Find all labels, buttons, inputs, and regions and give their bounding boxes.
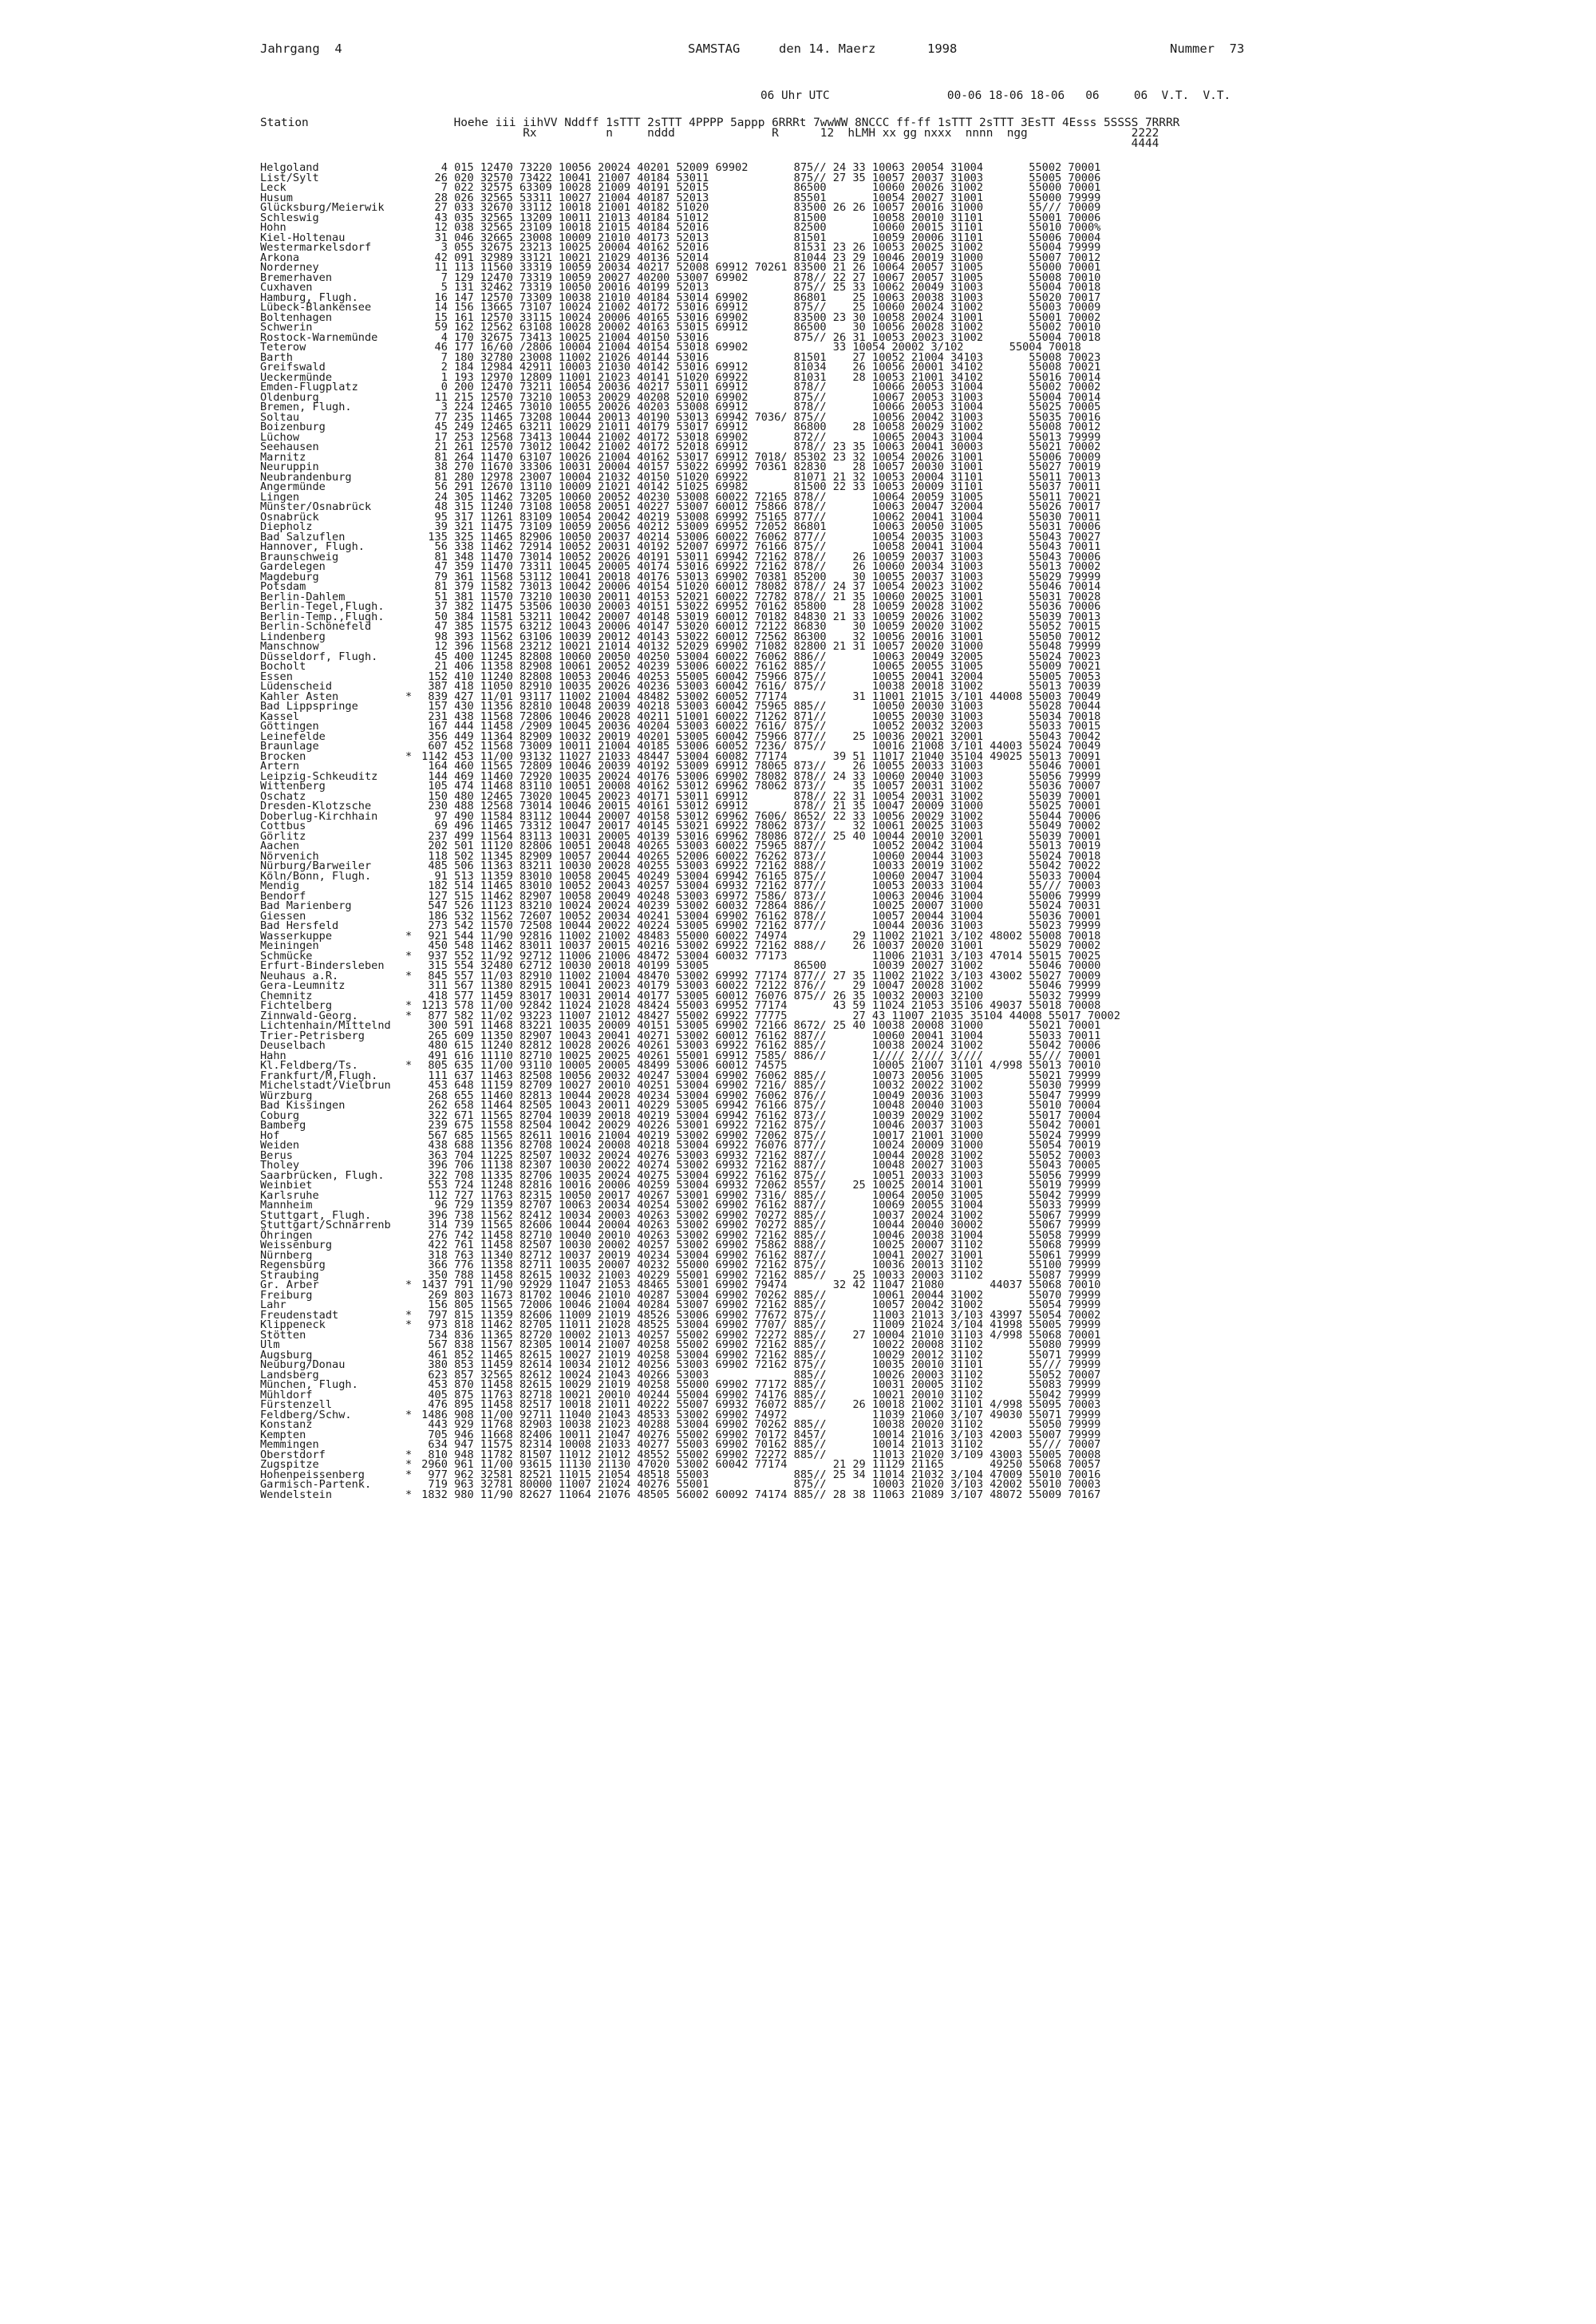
- station-name: Fichtelberg: [260, 999, 333, 1012]
- station-name: Osnabrück: [260, 510, 319, 524]
- station-data: 734 836 11365 82720 10002 21013 40257 55002 69902 72272 885// 27 10004 21010 31103 4/998 55068 70001: [415, 1328, 1101, 1342]
- station-name: Meiningen: [260, 939, 319, 952]
- mountain-marker: *: [405, 1448, 413, 1461]
- station-data: 96 729 11359 82707 10063 20034 40254 53002 69902 76162 887// 10069 20055 31004 55033 79999: [415, 1199, 1101, 1211]
- station-name: Schmücke: [260, 949, 313, 962]
- station-data: 164 460 11565 72809 10046 20039 40192 53009 69912 78065 873// 26 10055 20033 31003 55046 70001: [415, 760, 1101, 773]
- station-data: 937 552 11/92 92712 11006 21006 48472 53004 60032 77173 11006 21031 3/103 47014 55015 70025: [415, 949, 1101, 962]
- station-data: 186 532 11562 72607 10052 20034 40241 53004 69902 76162 878// 10057 20044 31004 55036 70001: [415, 909, 1101, 923]
- station-data: 105 474 11468 83110 10051 20008 40162 53012 69962 78062 873// 35 10057 20031 31002 55036 70007: [415, 780, 1101, 792]
- station-data: 607 452 11568 73009 10011 21004 40185 53006 60052 7236/ 875// 10016 21008 3/101 44003 55024 70049: [415, 740, 1101, 753]
- station-name: Wendelstein: [260, 1488, 333, 1501]
- station-data: 363 704 11225 82507 10032 20024 40276 53003 69932 72162 887// 10044 20028 31002 55052 70003: [415, 1148, 1101, 1162]
- header-nummer: Nummer 73: [1170, 42, 1245, 56]
- station-name: Bad Kissingen: [260, 1099, 346, 1112]
- station-data: 118 502 11345 82909 10057 20044 40265 52006 60022 76262 873// 10060 20044 31003 55024 70018: [415, 849, 1101, 863]
- station-name: Lahr: [260, 1298, 286, 1311]
- station-name: Mühldorf: [260, 1388, 313, 1401]
- station-data: 239 675 11558 82504 10042 20029 40226 53001 69922 72162 875// 10046 20037 31003 55042 70001: [415, 1119, 1101, 1132]
- station-data: 43 035 32565 13209 10011 21013 40184 51012 81500 10058 20010 31101 55001 70006: [415, 211, 1101, 224]
- mountain-marker: *: [405, 1009, 413, 1022]
- station-name: Boltenhagen: [260, 310, 333, 324]
- station-data: 230 488 12568 73014 10046 20015 40161 53012 69912 878// 21 35 10047 20009 31000 55025 70001: [415, 800, 1101, 812]
- station-name: Kempten: [260, 1428, 306, 1441]
- station-name: Neubrandenburg: [260, 470, 352, 484]
- mountain-marker: *: [405, 1059, 413, 1072]
- station-name: Magdeburg: [260, 570, 319, 583]
- station-data: 418 577 11459 83017 10031 20014 40177 53005 60012 76076 875// 26 35 10032 20003 32100 55032 79999: [415, 989, 1101, 1002]
- station-name: Michelstadt/Vielbrun: [260, 1079, 391, 1092]
- station-name: Westermarkelsdorf: [260, 241, 372, 254]
- station-name: Klippeneck: [260, 1318, 326, 1331]
- station-data: 705 946 11668 82406 10011 21047 40276 55002 69902 70172 8457/ 10014 21016 3/103 42003 55007 79999: [415, 1428, 1101, 1441]
- station-data: 15 161 12570 33115 10024 20006 40165 53016 69902 83500 23 30 10058 20024 31001 55001 70002: [415, 310, 1101, 324]
- station-name: Görlitz: [260, 829, 306, 843]
- station-data: 453 648 11159 82709 10027 20010 40251 53004 69902 7216/ 885// 10032 20022 31002 55030 79999: [415, 1079, 1101, 1092]
- station-data: 157 430 11356 82810 10048 20039 40218 53003 60042 75965 885// 10050 20030 31003 55028 70044: [415, 700, 1101, 713]
- station-name: Hof: [260, 1128, 280, 1142]
- station-name: Hohenpeissenberg: [260, 1468, 365, 1481]
- station-name: Doberlug-Kirchhain: [260, 809, 378, 823]
- station-data: 56 291 12670 13110 10009 21021 40142 51025 69982 81500 22 33 10053 20009 31101 55037 70011: [415, 480, 1101, 493]
- station-name: Bamberg: [260, 1119, 306, 1132]
- station-name: Oschatz: [260, 789, 306, 803]
- station-name: Stuttgart/Schnarrenb: [260, 1219, 391, 1231]
- station-data: 5 131 32462 73319 10050 20016 40199 52013 875// 25 33 10062 20049 31003 55004 70018: [415, 281, 1101, 294]
- station-name: Weiden: [260, 1139, 300, 1152]
- station-name: Bremerhaven: [260, 271, 333, 284]
- station-data: 634 947 11575 82314 10008 21033 40277 55003 69902 70162 885// 10014 21013 31102 55/// 70007: [415, 1438, 1101, 1451]
- station-data: 877 582 11/02 93223 11007 21012 48427 55002 69922 77775 27 43 11007 21035 35104 44008 55017 70002: [415, 1009, 1120, 1022]
- station-name: Teterow: [260, 341, 306, 354]
- station-data: 268 655 11460 82813 10044 20028 40234 53004 69902 76062 876// 10049 20036 31003 55047 79999: [415, 1089, 1101, 1102]
- station-data: 50 384 11581 53211 10042 20007 40148 53019 60012 70182 84830 21 33 10059 20026 31002 55039 70013: [415, 610, 1101, 623]
- station-data: 845 557 11/03 82910 11002 21004 48470 53002 69992 77174 877// 27 35 11002 21022 3/103 43002 55027 70009: [415, 969, 1101, 982]
- station-name: Fürstenzell: [260, 1398, 333, 1411]
- station-name: Kiel-Holtenau: [260, 231, 346, 244]
- station-data: 231 438 11568 72806 10046 20028 40211 51001 60022 71262 871// 10055 20030 31003 55034 70018: [415, 709, 1101, 723]
- station-name: Göttingen: [260, 720, 319, 733]
- station-name: Norderney: [260, 261, 319, 274]
- station-name: Leipzig-Schkeuditz: [260, 769, 378, 783]
- station-data: 461 852 11465 82615 10027 21019 40258 53004 69902 72162 885// 10029 20012 31102 55071 79999: [415, 1348, 1101, 1362]
- column-header-line4: 4444: [260, 137, 1159, 150]
- station-name: Artern: [260, 760, 300, 773]
- station-data: 356 449 11364 82909 10032 20019 40201 53005 60042 75966 877// 25 10036 20021 32001 55043 70042: [415, 729, 1101, 743]
- station-data: 322 671 11565 82704 10039 20018 40219 53004 69942 76162 873// 10039 20029 31002 55017 70004: [415, 1109, 1101, 1122]
- station-name: Ueckermünde: [260, 370, 333, 384]
- station-name: Barth: [260, 350, 293, 364]
- station-name: Chemnitz: [260, 989, 313, 1002]
- station-data: 182 514 11465 83010 10052 20043 40257 53004 69932 72162 877// 10053 20033 31004 55/// 70003: [415, 879, 1101, 892]
- station-name: Bremen, Flugh.: [260, 401, 352, 413]
- station-name: Berlin-Dahlem: [260, 590, 346, 603]
- mountain-marker: *: [405, 969, 413, 982]
- station-name: Hannover, Flugh.: [260, 540, 365, 553]
- column-header-line2: Station Hoehe iii iihVV Nddff 1sTTT 2sTTT 4PPPP 5appp 6RRRt 7wwWW 8NCCC ff-ff 1sTTT 2sTTT 3EsTT 4Esss 5SSSS 7RRRR: [260, 117, 1180, 129]
- station-name: Rostock-Warnemünde: [260, 330, 378, 344]
- station-name: Wasserkuppe: [260, 929, 333, 943]
- station-data: 2 184 12984 42911 10003 21030 40142 53016 69912 81034 26 10056 20001 34102 55008 70021: [415, 361, 1101, 374]
- station-name: Feldberg/Schw.: [260, 1408, 352, 1421]
- station-name: Stötten: [260, 1328, 306, 1342]
- station-name: Erfurt-Bindersleben: [260, 959, 385, 972]
- station-data: 480 615 11240 82812 10028 20026 40261 53003 69922 76162 885// 10038 20024 31002 55042 70006: [415, 1039, 1101, 1052]
- station-name: Lindenberg: [260, 630, 326, 643]
- station-name: Lüdenscheid: [260, 680, 333, 693]
- header-jahrgang: Jahrgang 4: [260, 42, 342, 56]
- station-name: Landsberg: [260, 1368, 319, 1381]
- station-name: Kassel: [260, 709, 300, 723]
- station-name: Braunschweig: [260, 550, 339, 563]
- station-data: 46 177 16/60 /2806 10004 21004 40154 53018 69902 33 10054 20002 3/102 55004 70018: [415, 341, 1081, 354]
- station-data: 2960 961 11/00 93615 11130 21130 47020 53002 60042 77174 21 29 11129 21165 49250 55068 70057: [415, 1458, 1101, 1471]
- station-data: 81 280 12978 23007 10004 21032 40150 51020 69922 81071 21 32 10053 20004 31101 55011 70013: [415, 470, 1101, 484]
- station-data: 396 738 11562 82412 10034 20003 40263 53002 69902 70272 885// 10037 20024 31002 55067 79999: [415, 1208, 1101, 1222]
- station-name: Konstanz: [260, 1418, 313, 1431]
- station-name: Berlin-Temp.,Flugh.: [260, 610, 385, 623]
- station-name: Hohn: [260, 221, 286, 234]
- station-name: Seehausen: [260, 441, 319, 453]
- station-data: 152 410 11240 82808 10053 20046 40253 55005 60042 75966 875// 10055 20041 32004 55005 70053: [415, 670, 1101, 683]
- station-name: Emden-Flugplatz: [260, 381, 358, 393]
- station-data: 17 253 12568 73413 10044 21002 40172 53018 69902 872// 10065 20043 31004 55013 79999: [415, 430, 1101, 444]
- station-data: 150 480 12465 73020 10045 20023 40171 53011 69912 878// 22 31 10054 20031 31002 55039 70001: [415, 789, 1101, 803]
- station-name: Nürburg/Barweiler: [260, 860, 372, 872]
- station-data: 1486 908 11/00 92711 11040 21043 48533 53002 69902 74972 11039 21060 3/107 49030 55071 79999: [415, 1408, 1101, 1421]
- station-name: Ulm: [260, 1338, 280, 1351]
- station-name: Husum: [260, 191, 293, 204]
- station-name: Berus: [260, 1148, 293, 1162]
- station-name: Lingen: [260, 490, 300, 504]
- station-name: Diepholz: [260, 520, 313, 533]
- station-data: 95 317 11261 83109 10054 20042 40219 53008 69992 75165 877// 10062 20041 31004 55030 70011: [415, 510, 1101, 524]
- station-name: Memmingen: [260, 1438, 319, 1451]
- station-data: 38 270 11670 33306 10031 20004 40157 53022 69992 70361 82830 28 10057 20030 31001 55027 70019: [415, 460, 1101, 473]
- station-data: 7 022 32575 63309 10028 21009 40191 52015 86500 10060 20026 31002 55000 70001: [415, 181, 1101, 194]
- station-name: Brocken: [260, 749, 306, 763]
- station-name: Neuruppin: [260, 460, 319, 473]
- station-data: 77 235 11465 73208 10044 20013 40190 53013 69942 7036/ 875// 10056 20042 31003 55035 70016: [415, 410, 1101, 424]
- station-data: 4 170 32675 73413 10025 21004 40150 53016 875// 26 31 10053 20023 31002 55004 70018: [415, 330, 1101, 344]
- station-data: 719 963 32781 80000 11007 21024 40276 55001 875// 10003 21020 3/103 42002 55010 70003: [415, 1478, 1101, 1491]
- station-data: 805 635 11/00 93110 10005 20005 48499 53006 60012 74575 10005 21007 31101 4/998 55013 70010: [415, 1059, 1101, 1072]
- station-name: Deuselbach: [260, 1039, 326, 1052]
- station-data: 42 091 32989 33121 10021 21029 40136 52014 81044 23 29 10046 20019 31000 55007 70012: [415, 251, 1101, 264]
- station-name: Essen: [260, 670, 293, 683]
- station-data: 438 688 11356 82708 10024 20008 40218 53004 69922 76076 877// 10024 20009 31000 55054 70019: [415, 1139, 1101, 1152]
- station-data: 491 616 11110 82710 10025 20025 40261 55001 69912 7585/ 886// 1//// 2//// 3//// 55/// 70001: [415, 1049, 1101, 1062]
- station-name: Lüchow: [260, 430, 300, 444]
- station-name: Aachen: [260, 840, 300, 852]
- mountain-marker: *: [405, 1488, 413, 1501]
- column-header-line3: Rx n nddd R 12 hLMH xx gg nxxx nnnn ngg 2222: [260, 127, 1159, 140]
- station-data: 26 020 32570 73422 10041 21007 40184 53011 875// 27 35 10057 20037 31003 55005 70006: [415, 171, 1101, 184]
- station-data: 839 427 11/01 93117 11002 21004 48482 53002 60052 77174 31 11001 21015 3/101 44008 55003 70049: [415, 690, 1101, 703]
- station-data: 366 776 11358 82711 10035 20007 40232 55000 69902 72162 875// 10036 20013 31102 55100 79999: [415, 1259, 1101, 1271]
- station-data: 47 385 11575 63212 10043 20006 40147 53020 60012 72122 86830 30 10059 20020 31002 55052 70015: [415, 620, 1101, 633]
- mountain-marker: *: [405, 949, 413, 962]
- station-data: 3 055 32675 23213 10025 20004 40162 52016 81531 23 26 10053 20025 31002 55004 79999: [415, 241, 1101, 254]
- station-data: 45 249 12465 63211 10029 21011 40179 53017 69912 86800 28 10058 20029 31002 55008 70012: [415, 421, 1101, 433]
- station-data: 265 609 11350 82907 10043 20041 40271 53002 60012 76162 887// 10060 20041 31004 55033 70011: [415, 1029, 1101, 1042]
- station-name: Lübeck-Blankensee: [260, 301, 372, 314]
- station-name: Öhringen: [260, 1228, 313, 1242]
- station-name: Gera-Leumnitz: [260, 979, 346, 992]
- station-data: 276 742 11458 82710 10040 20010 40263 53002 69902 72162 885// 10046 20038 31004 55058 79999: [415, 1228, 1101, 1242]
- station-name: Dresden-Klotzsche: [260, 800, 372, 812]
- station-name: Manschnow: [260, 640, 319, 653]
- station-name: Gardelegen: [260, 560, 326, 573]
- station-name: Helgoland: [260, 161, 319, 174]
- station-data: 144 469 11460 72920 10035 20024 40176 53006 69902 78082 878// 24 33 10060 20040 31003 55056 79999: [415, 769, 1101, 783]
- station-name: Marnitz: [260, 450, 306, 464]
- station-data: 31 046 32665 23008 10009 21010 40173 52013 81501 10059 20006 31101 55006 70004: [415, 231, 1101, 244]
- station-name: Würzburg: [260, 1089, 313, 1102]
- station-data: 315 554 32480 62712 10030 20018 40199 53005 86500 10039 20027 31002 55046 70000: [415, 959, 1101, 972]
- station-name: Soltau: [260, 410, 300, 424]
- station-name: Potsdam: [260, 580, 306, 593]
- station-name: Wittenberg: [260, 780, 326, 792]
- station-data: 553 724 11248 82816 10016 20006 40259 53004 69932 72062 8557/ 25 10025 20014 31001 55019 79999: [415, 1179, 1101, 1192]
- station-name: München, Flugh.: [260, 1378, 358, 1391]
- station-data: 443 929 11768 82903 10038 21023 40288 53004 69902 70262 885// 10038 20020 31102 55050 79999: [415, 1418, 1101, 1431]
- station-data: 318 763 11340 82712 10037 20019 40234 53004 69902 76162 887// 10041 20027 31001 55061 79999: [415, 1248, 1101, 1262]
- station-name: Tholey: [260, 1159, 300, 1172]
- station-data: 39 321 11475 73109 10059 20056 40212 53009 69952 72052 86801 10063 20050 31005 55031 70006: [415, 520, 1101, 533]
- station-data: 314 739 11565 82606 10044 20004 40263 53002 69902 70272 885// 10044 20040 30002 55067 79999: [415, 1219, 1101, 1231]
- station-name: Leinefelde: [260, 729, 326, 743]
- station-data: 453 870 11458 82615 10029 21019 40258 55000 69902 77172 885// 10031 20005 31102 55083 79999: [415, 1378, 1101, 1391]
- station-data: 97 490 11584 83112 10044 20007 40158 53012 69962 7606/ 8652/ 22 33 10056 20029 31002 55044 70006: [415, 809, 1101, 823]
- station-data: 167 444 11458 /2909 10045 20036 40204 53003 60022 7616/ 875// 10052 20032 32003 55033 70015: [415, 720, 1101, 733]
- station-data: 81 264 11470 63107 10026 21004 40162 53017 69912 7018/ 85302 23 32 10054 20026 31001 55006 70009: [415, 450, 1101, 464]
- station-name: Braunlage: [260, 740, 319, 753]
- station-data: 135 325 11465 82906 10050 20037 40214 53006 60022 76062 877// 10054 20035 31003 55043 70027: [415, 530, 1101, 543]
- station-data: 111 637 11463 82508 10056 20032 40247 53004 69902 76062 885// 10073 20056 31005 55021 79999: [415, 1069, 1101, 1082]
- station-data: 269 803 11673 81702 10046 21010 40287 53004 69902 70262 885// 10061 20044 31002 55070 79999: [415, 1288, 1101, 1302]
- station-name: Giessen: [260, 909, 306, 923]
- mountain-marker: *: [405, 929, 413, 943]
- station-data: 11 113 11560 33319 10059 20034 40217 52008 69912 70261 83500 21 26 10064 20057 31005 55000 70001: [415, 261, 1101, 274]
- station-data: 3 224 12465 73010 10055 20026 40203 53008 69912 878// 10066 20053 31004 55025 70005: [415, 401, 1101, 413]
- station-name: Freiburg: [260, 1288, 313, 1302]
- station-data: 7 180 32780 23008 11002 21026 40144 53016 81501 27 10052 21004 34103 55008 70023: [415, 350, 1101, 364]
- header-weekday: SAMSTAG: [688, 42, 741, 56]
- station-name: Freudenstadt: [260, 1308, 339, 1322]
- station-name: Nürnberg: [260, 1248, 313, 1262]
- station-data: 1213 578 11/00 92842 11024 21028 48424 55003 69952 77174 43 59 11024 21053 35106 49037 55018 70008: [415, 999, 1101, 1012]
- mountain-marker: *: [405, 1279, 413, 1291]
- header-date: den 14. Maerz: [779, 42, 876, 56]
- mountain-marker: *: [405, 1458, 413, 1471]
- station-name: Bad Hersfeld: [260, 919, 339, 932]
- station-data: 380 853 11459 82614 10034 21012 40256 53003 69902 72162 875// 10035 20010 31101 55/// 79999: [415, 1358, 1101, 1371]
- station-data: 21 261 12570 73012 10042 21002 40172 52018 69912 878// 23 35 10063 20041 30003 55021 70002: [415, 441, 1101, 453]
- station-data: 797 815 11359 82606 11009 21019 48526 53006 69902 77672 875// 11003 21013 3/103 43997 55054 70002: [415, 1308, 1101, 1322]
- station-name: Hahn: [260, 1049, 286, 1062]
- station-name: Cottbus: [260, 820, 306, 832]
- station-data: 48 315 11240 73108 10058 20051 40227 53007 60012 75866 878// 10063 20047 32004 55026 70017: [415, 500, 1101, 513]
- station-name: Cuxhaven: [260, 281, 313, 294]
- mountain-marker: *: [405, 690, 413, 703]
- station-name: Neuhaus a.R.: [260, 969, 339, 982]
- station-data: 12 396 11568 23212 10021 21014 40132 52029 69902 71082 82800 21 31 10057 20020 31000 55048 79999: [415, 640, 1101, 653]
- station-data: 56 338 11462 72914 10052 20031 40192 52007 69972 76166 875// 10058 20041 31004 55043 70011: [415, 540, 1101, 553]
- station-data: 47 359 11470 73311 10045 20005 40174 53016 69922 72162 878// 26 10060 20034 31003 55013 70002: [415, 560, 1101, 573]
- station-name: Zugspitze: [260, 1458, 319, 1471]
- station-data: 1832 980 11/90 82627 11064 21076 48505 56002 60092 74174 885// 28 38 11063 21089 3/107 48072 55009 70167: [415, 1488, 1101, 1501]
- station-data: 24 305 11462 73205 10060 20052 40230 53008 60022 72165 878// 10064 20059 31005 55011 70021: [415, 490, 1101, 504]
- station-name: Garmisch-Partenk.: [260, 1478, 372, 1491]
- mountain-marker: *: [405, 1318, 413, 1331]
- station-data: 11 215 12570 73210 10053 20029 40208 52010 69902 875// 10067 20053 31003 55004 70014: [415, 390, 1101, 404]
- station-name: Greifswald: [260, 361, 326, 374]
- station-data: 311 567 11380 82915 10041 20023 40179 53003 60022 72122 876// 29 10047 20028 31002 55046 79999: [415, 979, 1101, 992]
- station-data: 322 708 11335 82706 10035 20024 40275 53004 69922 76162 875// 10051 20033 31003 55056 79999: [415, 1168, 1101, 1182]
- mountain-marker: *: [405, 999, 413, 1012]
- station-data: 485 506 11363 83211 10030 20028 40255 53003 69922 72162 888// 10033 20019 31002 55042 70022: [415, 860, 1101, 872]
- station-name: Kl.Feldberg/Ts.: [260, 1059, 358, 1072]
- station-name: Glücksburg/Meierwik: [260, 201, 385, 214]
- station-name: Köln/Bonn, Flugh.: [260, 869, 372, 883]
- station-name: Leck: [260, 181, 286, 194]
- station-data: 387 418 11050 82910 10035 20026 40236 53003 60042 7616/ 875// 10038 20018 31002 55013 70039: [415, 680, 1101, 693]
- station-data: 12 038 32565 23109 10018 21015 40184 52016 82500 10060 20015 31101 55010 7000%: [415, 221, 1101, 234]
- station-name: Bad Marienberg: [260, 899, 352, 912]
- station-data: 1142 453 11/00 93132 11027 21033 48447 53004 60082 77174 39 51 11017 21040 35104 49025 55013 70091: [415, 749, 1101, 763]
- station-name: Oberstdorf: [260, 1448, 326, 1461]
- header-year: 1998: [927, 42, 958, 56]
- station-data: 547 526 11123 83210 10024 20024 40239 53002 60032 72864 886// 10025 20007 31000 55024 70031: [415, 899, 1101, 912]
- station-data: 973 818 11462 82705 11011 21028 48525 53004 69902 7707/ 885// 11009 21024 3/104 41998 55005 79999: [415, 1318, 1101, 1331]
- station-data: 59 162 12562 63108 10028 20002 40163 53015 69912 86500 30 10056 20028 31002 55002 70010: [415, 321, 1101, 334]
- mountain-marker: *: [405, 1308, 413, 1322]
- station-data: 69 496 11465 73312 10047 20017 40145 53021 69922 78062 873// 32 10061 20025 31003 55049 70002: [415, 820, 1101, 832]
- station-name: Bendorf: [260, 889, 306, 903]
- station-name: Coburg: [260, 1109, 300, 1122]
- station-name: Regensburg: [260, 1259, 326, 1271]
- station-data: 567 685 11565 82611 10016 21004 40219 53002 69902 72062 875// 10017 21001 31000 55024 79999: [415, 1128, 1101, 1142]
- station-name: Oldenburg: [260, 390, 319, 404]
- station-name: Boizenburg: [260, 421, 326, 433]
- station-name: Mannheim: [260, 1199, 313, 1211]
- station-data: 7 129 12470 73319 10059 20027 40200 53007 69902 878// 22 27 10067 20057 31005 55008 70010: [415, 271, 1101, 284]
- station-data: 476 895 11458 82517 10018 21011 40222 55007 69932 76072 885// 26 10018 21002 31101 4/998 55095 70003: [415, 1398, 1101, 1411]
- station-data: 237 499 11564 83113 10031 20005 40139 53016 69962 78086 872// 25 40 10044 20010 32001 55039 70001: [415, 829, 1101, 843]
- station-data: 51 381 11570 73210 10030 20011 40153 52021 60022 72782 878// 21 35 10060 20025 31001 55031 70028: [415, 590, 1101, 603]
- station-name: Augsburg: [260, 1348, 313, 1362]
- station-name: Frankfurt/M,Flugh.: [260, 1069, 378, 1082]
- station-name: Kahler Asten: [260, 690, 339, 703]
- station-name: Arkona: [260, 251, 300, 264]
- station-name: Karlsruhe: [260, 1188, 319, 1202]
- station-name: Bad Salzuflen: [260, 530, 346, 543]
- station-data: 350 788 11458 82615 10032 21003 40229 55001 69902 72162 885// 25 10033 20003 31102 55087 79999: [415, 1268, 1101, 1282]
- station-data: 567 838 11567 82305 10014 21007 40258 55002 69902 72162 885// 10022 20008 31102 55080 79999: [415, 1338, 1101, 1351]
- station-data: 273 542 11570 72508 10044 20022 40224 53005 69902 72162 877// 10044 20036 31003 55023 79999: [415, 919, 1101, 932]
- station-name: Lichtenhain/Mittelnd: [260, 1019, 391, 1032]
- station-name: Stuttgart, Flugh.: [260, 1208, 372, 1222]
- station-name: List/Sylt: [260, 171, 319, 184]
- station-data: 27 033 32670 33112 10018 21001 40182 51020 83500 26 26 10057 20016 31000 55/// 70009: [415, 201, 1101, 214]
- station-data: 127 515 11462 82907 10058 20049 40248 53003 69972 7586/ 873// 10063 20046 31004 55006 79999: [415, 889, 1101, 903]
- station-name: Zinnwald-Georg.: [260, 1009, 358, 1022]
- station-name: Berlin-Schönefeld: [260, 620, 372, 633]
- station-data: 1437 791 11/90 92929 11047 21053 48465 53001 69902 79474 32 42 11047 21080 44037 55068 70010: [415, 1279, 1101, 1291]
- station-name: Trier-Petrisberg: [260, 1029, 365, 1042]
- station-data: 396 706 11138 82307 10030 20022 40274 53002 69932 72162 887// 10048 20027 31003 55043 70005: [415, 1159, 1101, 1172]
- station-data: 921 544 11/90 92816 11002 21002 48483 55000 60022 74974 29 11002 21021 3/102 48002 55008 70018: [415, 929, 1101, 943]
- station-data: 28 026 32565 53311 10027 21004 40187 52013 85501 10054 20027 31001 55000 79999: [415, 191, 1101, 204]
- station-data: 79 361 11568 53112 10041 20018 40176 53013 69902 70381 85200 30 10055 20037 31003 55029 79999: [415, 570, 1101, 583]
- station-name: Nörvenich: [260, 849, 319, 863]
- station-data: 98 393 11562 63106 10039 20012 40143 53022 60012 72562 86300 32 10056 20016 31001 55050 70012: [415, 630, 1101, 643]
- station-data: 81 379 11582 73013 10042 20006 40154 51020 60012 78082 878// 24 37 10054 20023 31002 55046 70014: [415, 580, 1101, 593]
- station-name: Straubing: [260, 1268, 319, 1282]
- station-name: Gr. Arber: [260, 1279, 319, 1291]
- station-name: Schwerin: [260, 321, 313, 334]
- station-data: 450 548 11462 83011 10037 20015 40216 53002 69922 72162 888// 26 10037 20020 31001 55029 70002: [415, 939, 1101, 952]
- station-name: Weinbiet: [260, 1179, 313, 1192]
- station-data: 37 382 11475 53506 10030 20003 40151 53022 69952 70162 85800 28 10059 20028 31002 55036 70006: [415, 600, 1101, 613]
- station-data: 16 147 12570 73309 10038 21010 40184 53014 69902 86801 25 10063 20038 31003 55020 70017: [415, 290, 1101, 304]
- station-data: 14 156 13665 73107 10024 21002 40172 53016 69912 875// 25 10060 20024 31002 55003 70009: [415, 301, 1101, 314]
- station-name: Bocholt: [260, 660, 306, 673]
- station-data: 112 727 11763 82315 10050 20017 40267 53001 69902 7316/ 885// 10064 20050 31005 55042 79999: [415, 1188, 1101, 1202]
- station-name: Hamburg, Flugh.: [260, 290, 358, 304]
- station-name: Weissenburg: [260, 1239, 333, 1251]
- station-data: 810 948 11782 81507 11012 21012 48552 55002 69902 72272 885// 11013 21020 3/109 43003 55005 70008: [415, 1448, 1101, 1461]
- station-data: 0 200 12470 73211 10054 20036 40217 53011 69912 878// 10066 20053 31004 55002 70002: [415, 381, 1101, 393]
- station-data: 21 406 11358 82908 10061 20052 40239 53006 60022 76162 885// 10065 20055 31005 55009 70021: [415, 660, 1101, 673]
- station-data: 405 875 11763 82718 10021 20010 40244 55004 69902 74176 885// 10021 20010 31102 55042 79999: [415, 1388, 1101, 1401]
- station-data: 300 591 11468 83221 10035 20009 40151 53005 69902 72166 8672/ 25 40 10038 20008 31000 55021 70001: [415, 1019, 1101, 1032]
- station-data: 4 015 12470 73220 10056 20024 40201 52009 69902 875// 24 33 10063 20054 31004 55002 70001: [415, 161, 1101, 174]
- station-data: 422 761 11458 82507 10030 20002 40257 53002 69902 75862 888// 10025 20007 31102 55068 79999: [415, 1239, 1101, 1251]
- station-name: Bad Lippspringe: [260, 700, 358, 713]
- station-name: Berlin-Tegel,Flugh.: [260, 600, 385, 613]
- station-data: 202 501 11120 82806 10051 20048 40265 53003 60022 75965 887// 10052 20042 31004 55013 70019: [415, 840, 1101, 852]
- station-data: 262 658 11464 82505 10043 20011 40229 53005 69942 76166 875// 10048 20040 31003 55010 70004: [415, 1099, 1101, 1112]
- station-name: Münster/Osnabrück: [260, 500, 372, 513]
- station-data: 977 962 32581 82521 11015 21054 48518 55003 885// 25 34 11014 21032 3/104 47009 55010 70016: [415, 1468, 1101, 1481]
- station-name: Neuburg/Donau: [260, 1358, 346, 1371]
- station-name: Düsseldorf, Flugh.: [260, 650, 378, 663]
- station-name: Schleswig: [260, 211, 319, 224]
- station-name: Saarbrücken, Flugh.: [260, 1168, 385, 1182]
- station-data: 1 193 12970 12809 11001 21023 40141 51020 69922 81031 28 10053 21001 34102 55016 70014: [415, 370, 1101, 384]
- mountain-marker: *: [405, 749, 413, 763]
- station-data: 45 400 11245 82808 10060 20050 40250 53004 60022 76062 886// 10063 20049 32005 55024 70023: [415, 650, 1101, 663]
- station-name: Angermünde: [260, 480, 326, 493]
- mountain-marker: *: [405, 1408, 413, 1421]
- station-data: 81 348 11470 73014 10052 20026 40191 53011 69942 72162 878// 26 10059 20037 31003 55043 70006: [415, 550, 1101, 563]
- station-data: 623 857 32565 82612 10024 21043 40266 53003 885// 10026 20003 31102 55052 70007: [415, 1368, 1101, 1381]
- station-name: Mendig: [260, 879, 300, 892]
- column-header-line1: 06 Uhr UTC 00-06 18-06 18-06 06 06 V.T. V.T.: [760, 89, 1231, 102]
- station-data: 91 513 11359 83010 10058 20045 40249 53004 69942 76165 875// 10060 20047 31004 55033 70004: [415, 869, 1101, 883]
- station-data: 156 805 11565 72006 10046 21004 40284 53007 69902 72162 885// 10057 20042 31002 55054 79999: [415, 1298, 1101, 1311]
- mountain-marker: *: [405, 1468, 413, 1481]
